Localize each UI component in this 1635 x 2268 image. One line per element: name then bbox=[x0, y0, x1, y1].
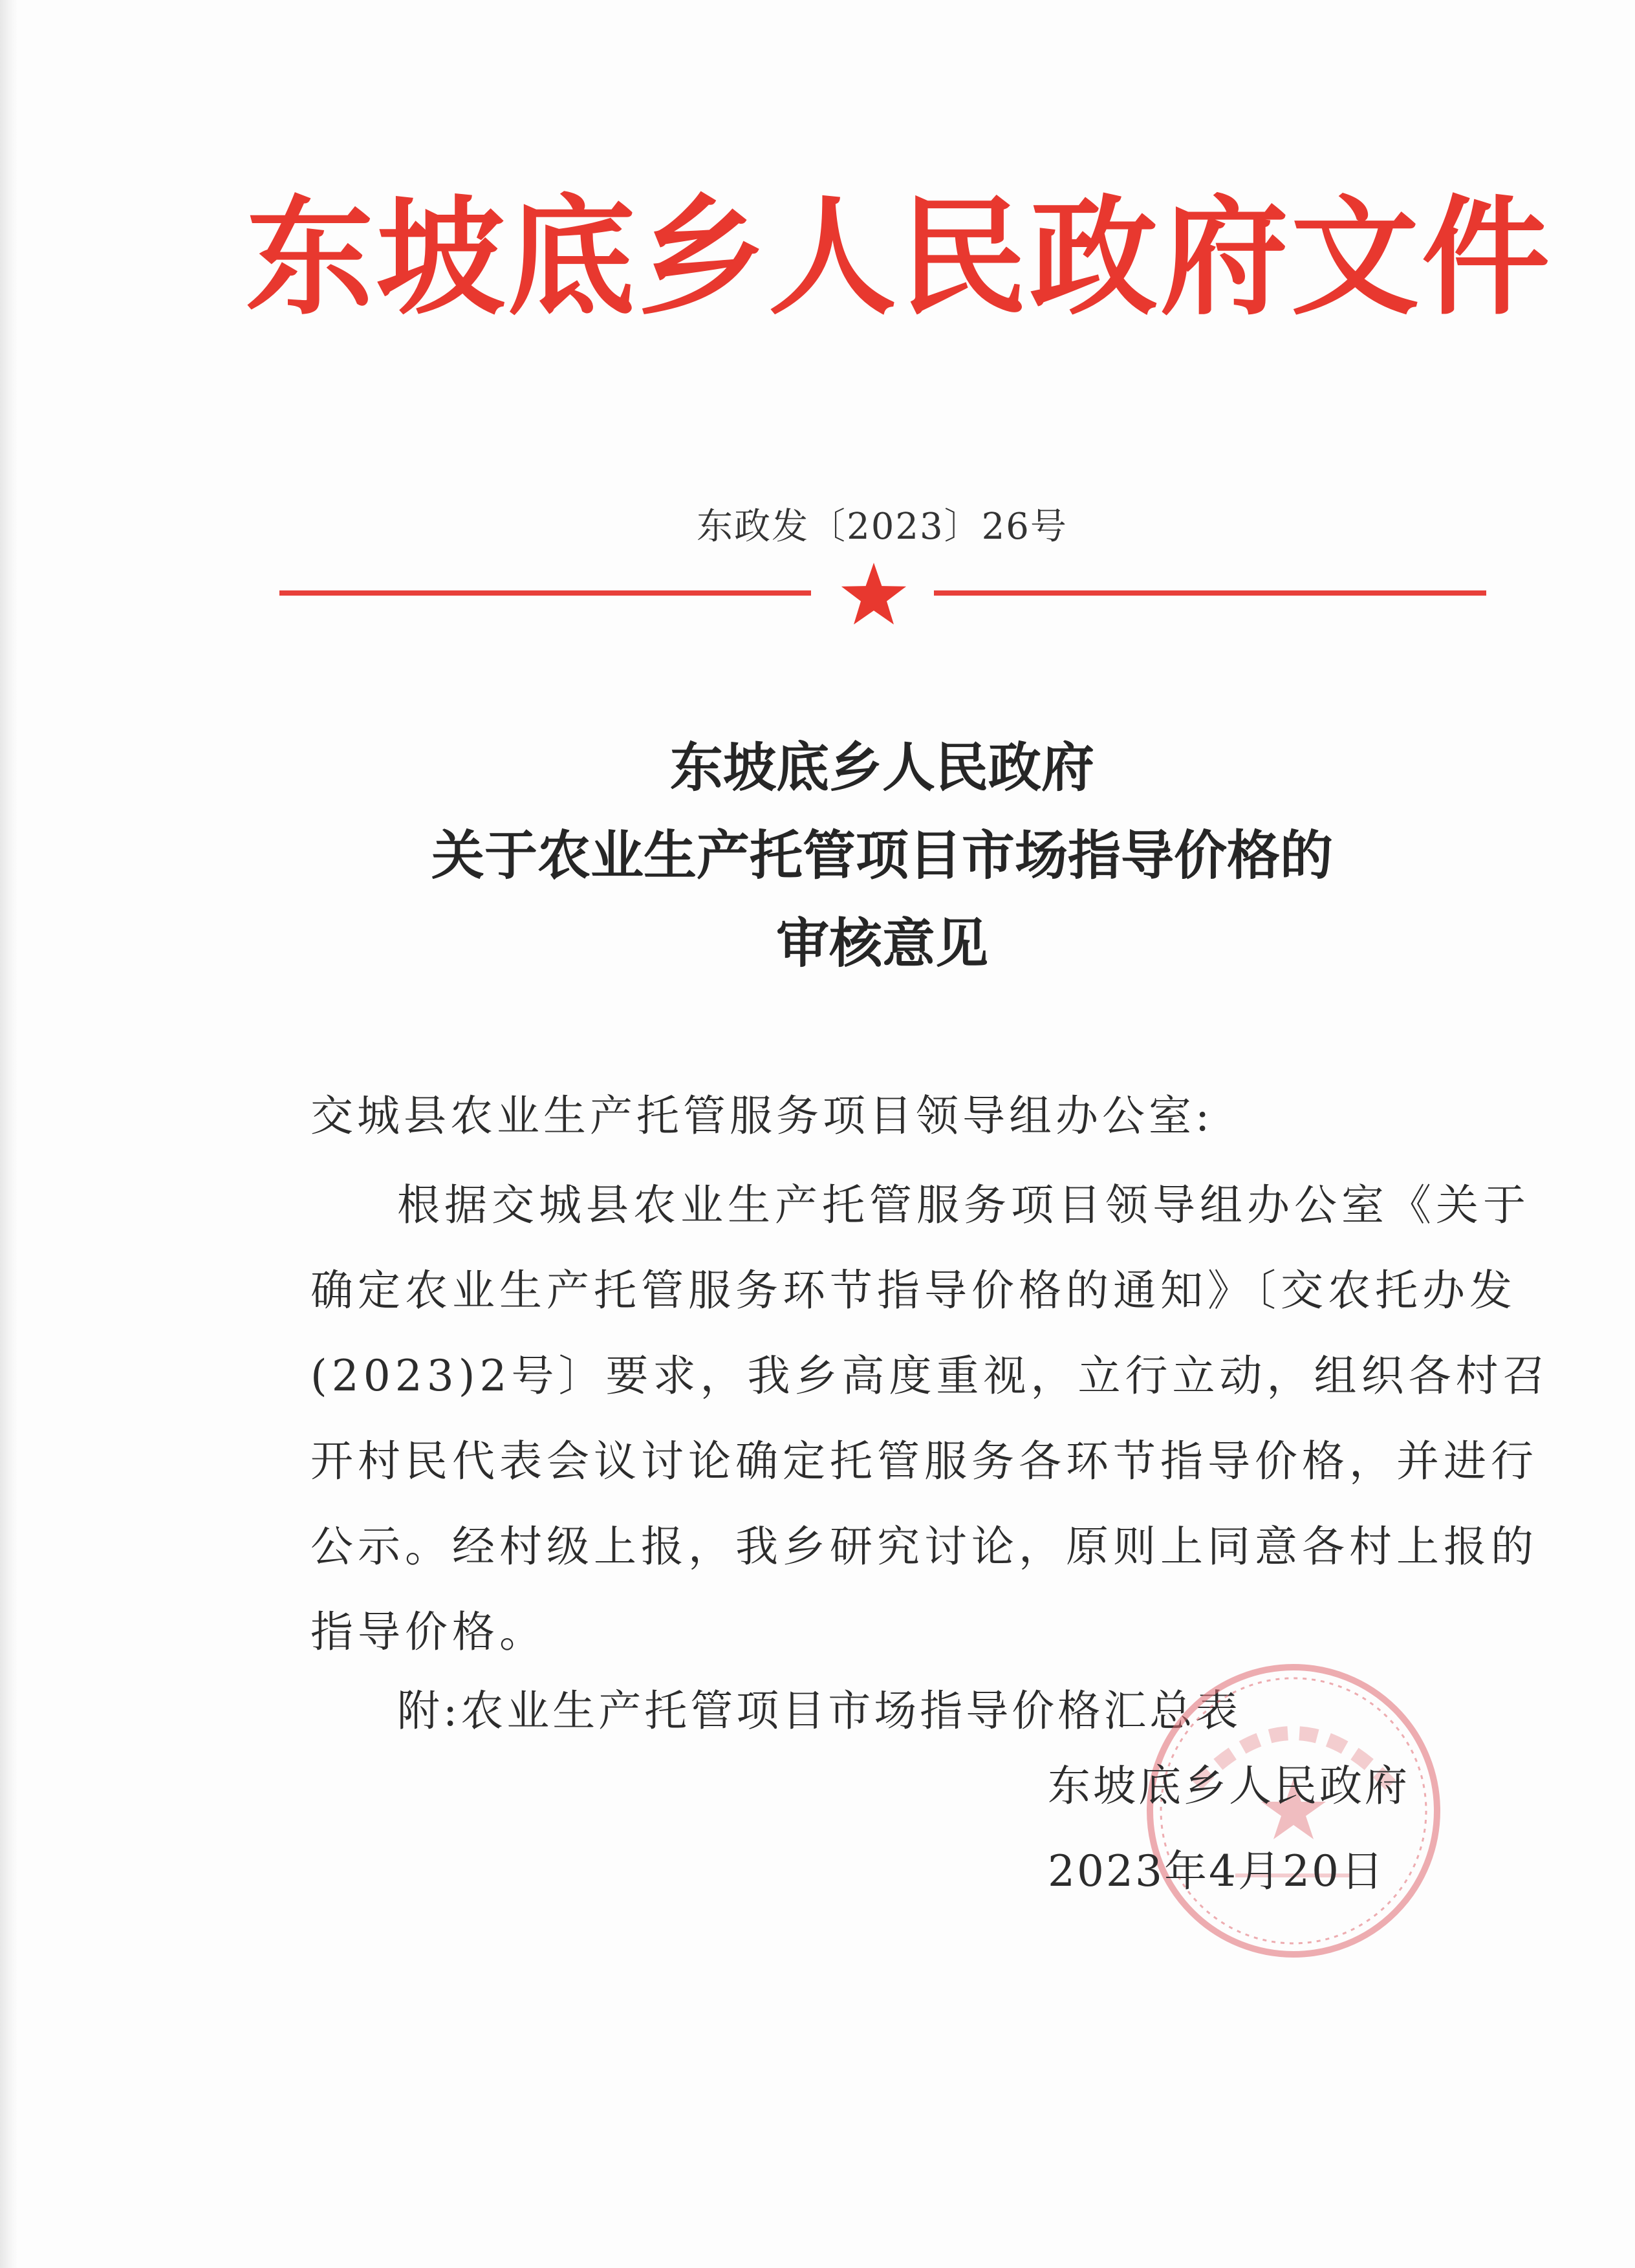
document-title bbox=[0, 724, 1635, 988]
title-line-1: 东坡底乡人民政府 bbox=[669, 737, 1094, 799]
scan-edge-shadow bbox=[0, 0, 18, 2268]
body-line: 开村民代表会议讨论确定托管服务各环节指导价格，并进行 bbox=[310, 1436, 1538, 1486]
issue-date: 2023年4月20日 bbox=[1048, 1846, 1385, 1896]
title-line-3: 审核意见 bbox=[775, 913, 988, 975]
document-number: 东政发〔2023〕26号 bbox=[697, 506, 1068, 548]
masthead-title: 东坡底乡人民政府文件 bbox=[246, 183, 1552, 332]
addressee: 交城县农业生产托管服务项目领导组办公室: bbox=[310, 1091, 1214, 1141]
body-line: 确定农业生产托管服务环节指导价格的通知》〔交农托办发 bbox=[310, 1266, 1517, 1315]
red-divider-right bbox=[934, 590, 1486, 596]
red-star-icon bbox=[839, 561, 908, 626]
issuer-signature: 东坡底乡人民政府 bbox=[1048, 1761, 1410, 1811]
attachment-note: 附:农业生产托管项目市场指导价格汇总表 bbox=[397, 1686, 1242, 1736]
body-line: 根据交城县农业生产托管服务项目领导组办公室《关于 bbox=[397, 1180, 1530, 1230]
title-line-2: 关于农业生产托管项目市场指导价格的 bbox=[431, 825, 1333, 887]
body-line: (2023)2号〕要求，我乡高度重视，立行立动，组织各村召 bbox=[310, 1351, 1550, 1401]
body-line: 指导价格。 bbox=[310, 1607, 547, 1657]
body-line: 公示。经村级上报，我乡研究讨论，原则上同意各村上报的 bbox=[310, 1522, 1538, 1571]
red-divider-left bbox=[279, 590, 811, 596]
